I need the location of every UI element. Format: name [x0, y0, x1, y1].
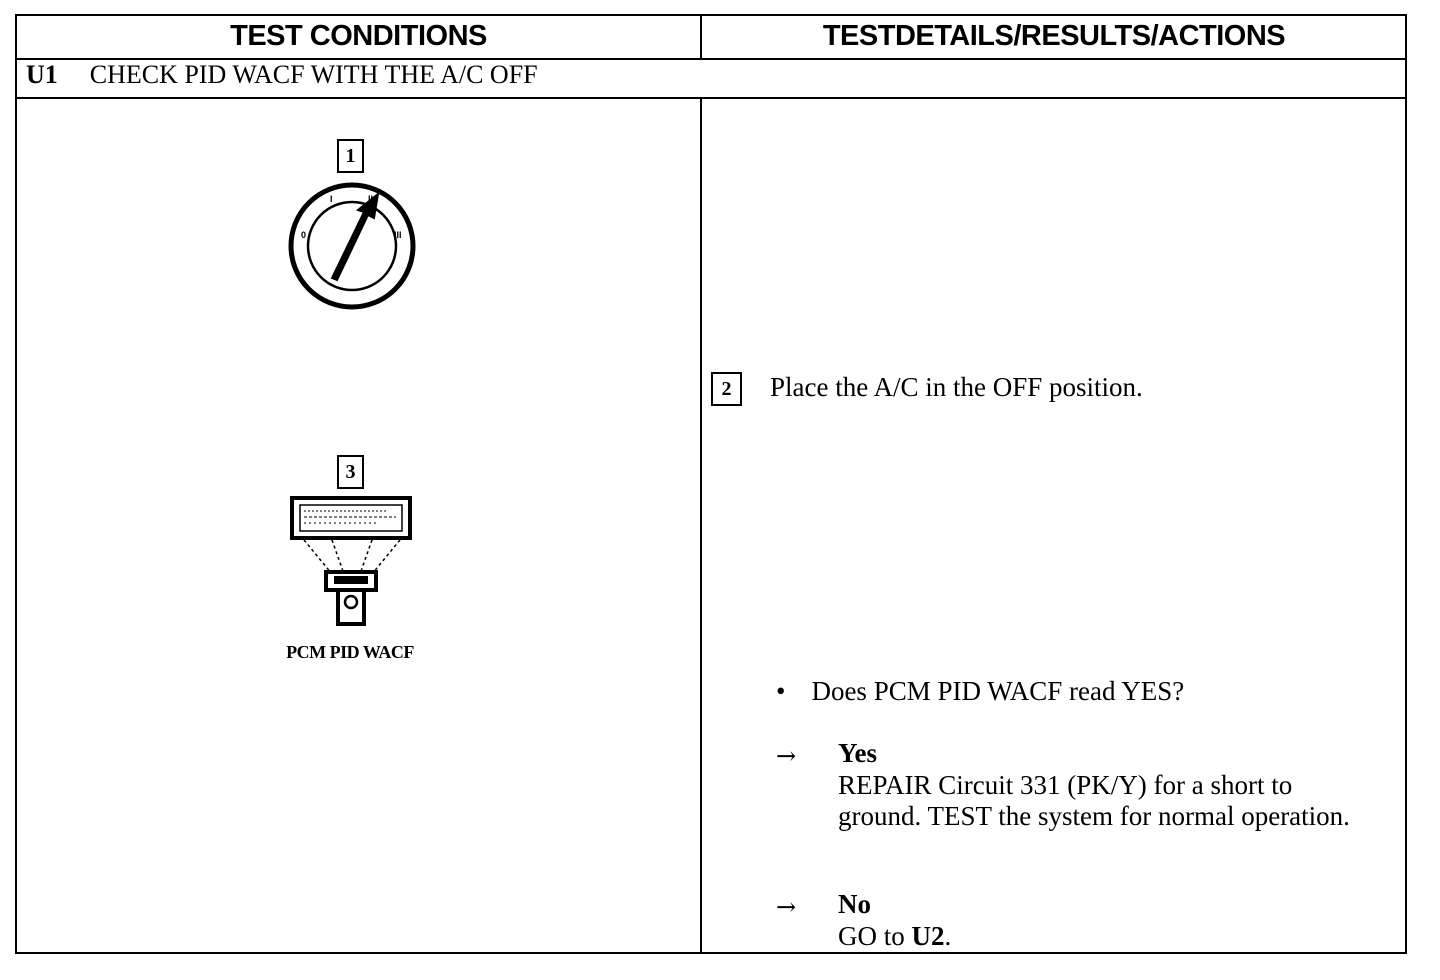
ignition-position-1: I: [330, 194, 333, 204]
no-action-text: GO to: [838, 921, 912, 951]
no-arrow-icon: →: [776, 893, 797, 921]
no-action: [838, 921, 1378, 952]
yes-arrow-icon: →: [776, 742, 797, 770]
step-3-number: 3: [337, 455, 364, 489]
step-title-divider: [15, 97, 1407, 99]
scan-tool-caption: PCM PID WACF: [286, 642, 414, 662]
header-test-details: TESTDETAILS/RESULTS/ACTIONS: [822, 20, 1286, 52]
no-action-suffix: .: [944, 921, 952, 951]
ignition-position-3: III: [394, 230, 402, 240]
no-label: No: [838, 889, 871, 919]
bullet-icon: •: [776, 676, 786, 706]
scan-tool-illustration: [288, 494, 416, 628]
ignition-switch-illustration: [284, 180, 420, 310]
yes-action: REPAIR Circuit 331 (PK/Y) for a short to ground. TEST the system for normal operation.: [838, 770, 1350, 831]
step-2-number: 2: [711, 372, 742, 406]
step-1-number: 1: [337, 139, 364, 173]
column-divider-lower: [700, 98, 702, 954]
yes-label: Yes: [838, 738, 877, 768]
step-title-text: CHECK PID WACF WITH THE A/C OFF: [89, 60, 538, 89]
no-action-target-link[interactable]: U2: [911, 921, 945, 951]
step-id: U1: [26, 60, 58, 89]
result-question: [776, 676, 1184, 707]
ignition-position-2: II: [368, 194, 374, 204]
header-test-conditions: TEST CONDITIONS: [230, 20, 487, 52]
step-2-instruction: Place the A/C in the OFF position.: [770, 372, 1143, 402]
step-title: [26, 60, 538, 90]
ignition-position-0: 0: [301, 230, 307, 240]
question-text: Does PCM PID WACF read YES?: [811, 676, 1185, 706]
